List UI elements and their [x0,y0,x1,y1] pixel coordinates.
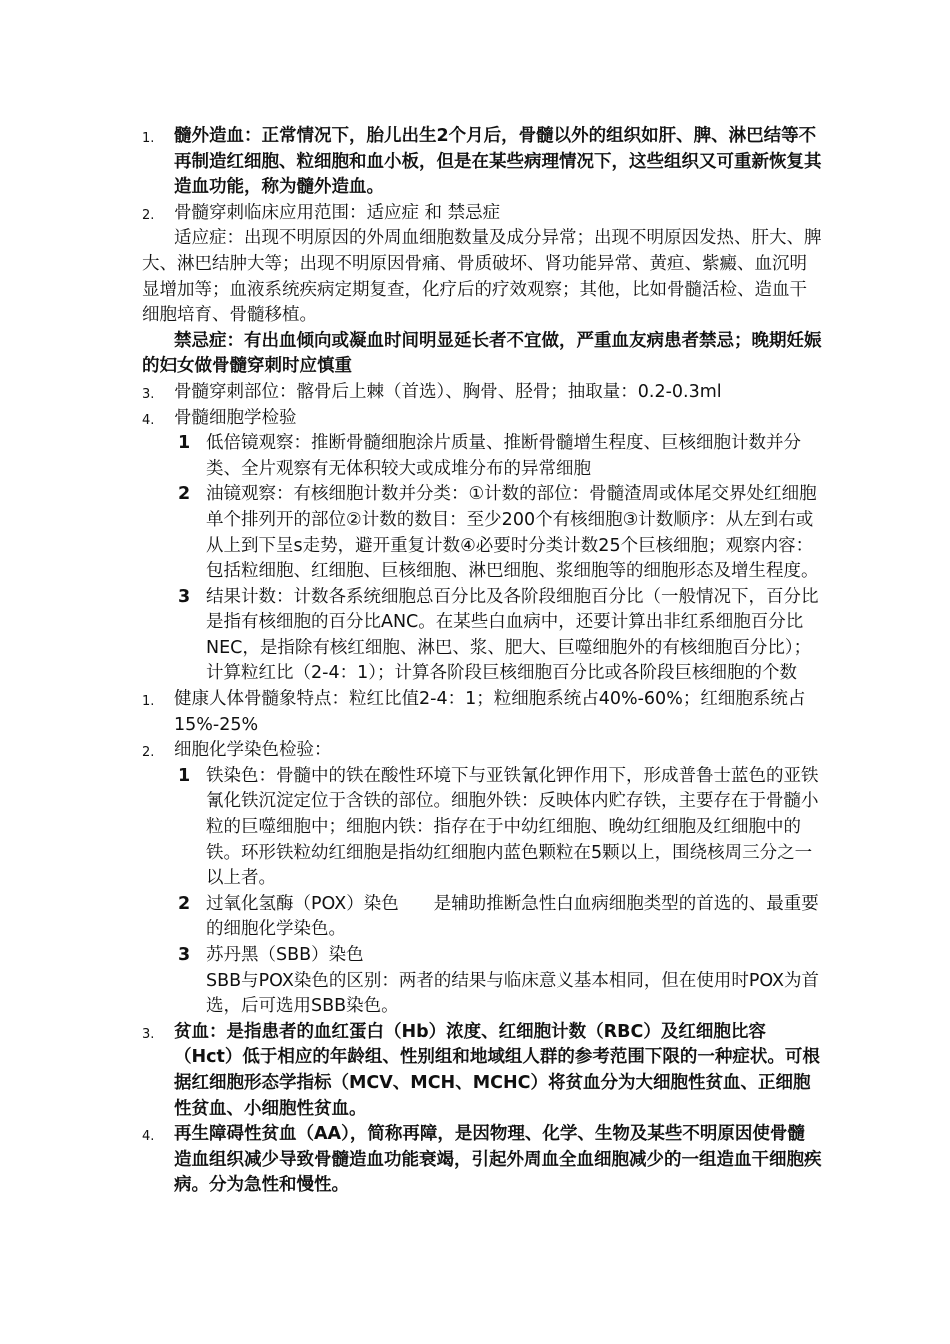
subitem-number: 1 [178,765,191,786]
item-text: 再生障碍性贫血（AA），简称再障，是因物理、化学、生物及某些不明原因使骨髓造血组织减少导致骨髓造血功能衰竭，引起外周血全血细胞减少的一组造血干细胞疾病。分为急性和慢性。 [174,1124,822,1196]
list-item [142,738,822,764]
list-item [142,1020,822,1122]
cytology-subitem [142,585,822,687]
item-text: 髓外造血：正常情况下，胎儿出生2个月后，骨髓以外的组织如肝、脾、淋巴结等不再制造红细胞、粒细胞和血小板，但是在某些病理情况下，这些组织又可重新恢复其造血功能，称为髓外造血。 [174,126,822,198]
subitem-text: 油镜观察：有核细胞计数并分类：①计数的部位：骨髓渣周或体尾交界处红细胞单个排列开的部位②计数的数目：至少200个有核细胞③计数顺序：从左到右或从上到下呈s走势，避开重复计数④必要时分类计数25个巨核细胞；观察内容：包括粒细胞、红细胞、巨核细胞、淋巴细胞、浆细胞等的细胞形态及增生程度。 [206,484,819,582]
item-number: 1. [142,131,155,146]
list-item [142,406,822,432]
subitem-text: 铁染色：骨髓中的铁在酸性环境下与亚铁氰化钾作用下，形成普鲁士蓝色的亚铁氰化铁沉淀定位于含铁的部位。细胞外铁：反映体内贮存铁，主要存在于骨髓小粒的巨噬细胞中；细胞内铁：指存在于中幼红细胞、晚幼红细胞及红细胞中的铁。环形铁粒幼红细胞是指幼红细胞内蓝色颗粒在5颗以上，围绕核周三分之一以上者。 [206,765,819,889]
contraindications-paragraph: 禁忌症：有出血倾向或凝血时间明显延长者不宜做，严重血友病患者禁忌；晚期妊娠的妇女做骨髓穿刺时应慎重 [142,330,822,377]
item-text: 骨髓细胞学检验 [174,407,297,428]
subitem-text: 苏丹黑（SBB）染色 [206,945,364,965]
item-number: 3. [142,1026,155,1042]
subitem-number: 1 [178,433,191,454]
item-number: 2. [142,745,155,761]
subitem-number: 3 [178,945,191,965]
item-text: 骨髓穿刺部位：髂骨后上棘（首选）、胸骨、胫骨；抽取量：0.2-0.3ml [174,381,722,402]
list-item [142,124,822,201]
subitem-text: 过氧化氢酶（POX）染色 是辅助推断急性白血病细胞类型的首选的、最重要的细胞化学染色。 [206,893,819,940]
item-text: 细胞化学染色检验： [174,740,332,761]
indications-paragraph: 适应症：出现不明原因的外周血细胞数量及成分异常；出现不明原因发热、肝大、脾大、淋巴结肿大等；出现不明原因骨痛、骨质破坏、肾功能异常、黄疸、紫癜、血沉明显增加等；血液系统疾病定期复查，化疗后的疗效观察；其他，比如骨髓活检、造血干细胞培育、骨髓移植。 [142,228,822,326]
subitem-number: 3 [178,586,191,607]
stain-subitem [142,764,822,892]
list-item [142,1122,822,1199]
stain-subitem [142,892,822,943]
subitem-number: 2 [178,484,191,505]
item-text: 骨髓穿刺临床应用范围：适应症 和 禁忌症 [174,202,501,223]
subitem-number: 2 [178,893,191,914]
list-item [142,201,822,227]
list-item [142,687,822,738]
item-number: 4. [142,1129,155,1145]
subitem-text: 低倍镜观察：推断骨髓细胞涂片质量、推断骨髓增生程度、巨核细胞计数并分类、全片观察有无体积较大或成堆分布的异常细胞 [206,433,801,479]
item-number: 1. [142,694,155,710]
stain-subitem [142,943,822,969]
item-text: 健康人体骨髓象特点：粒红比值2-4：1；粒细胞系统占40%-60%；红细胞系统占15%-25% [174,689,806,735]
item-number: 4. [142,412,155,428]
cytology-subitem [142,431,822,482]
sbb-note: SBB与POX染色的区别：两者的结果与临床意义基本相同，但在使用时POX为首选，后可选用SBB染色。 [206,970,820,1017]
item-number: 3. [142,386,155,402]
item-number: 2. [142,207,155,223]
list-item [142,380,822,406]
document-content [142,124,822,1199]
item-text: 贫血：是指患者的血红蛋白（Hb）浓度、红细胞计数（RBC）及红细胞比容（Hct）低于相应的年龄组、性别组和地域组人群的参考范围下限的一种症状。可根据红细胞形态学指标（MCV、MCH、MCHC）将贫血分为大细胞性贫血、正细胞性贫血、小细胞性贫血。 [174,1021,820,1119]
cytology-subitem [142,482,822,584]
subitem-text: 结果计数：计数各系统细胞总百分比及各阶段细胞百分比（一般情况下，百分比是指有核细胞的百分比ANC。在某些白血病中，还要计算出非红系细胞百分比NEC，是指除有核红细胞、淋巴、浆、肥大、巨噬细胞外的有核细胞百分比）；计算粒红比（2-4：1）；计算各阶段巨核细胞百分比或各阶段巨核细胞的个数 [206,586,819,684]
